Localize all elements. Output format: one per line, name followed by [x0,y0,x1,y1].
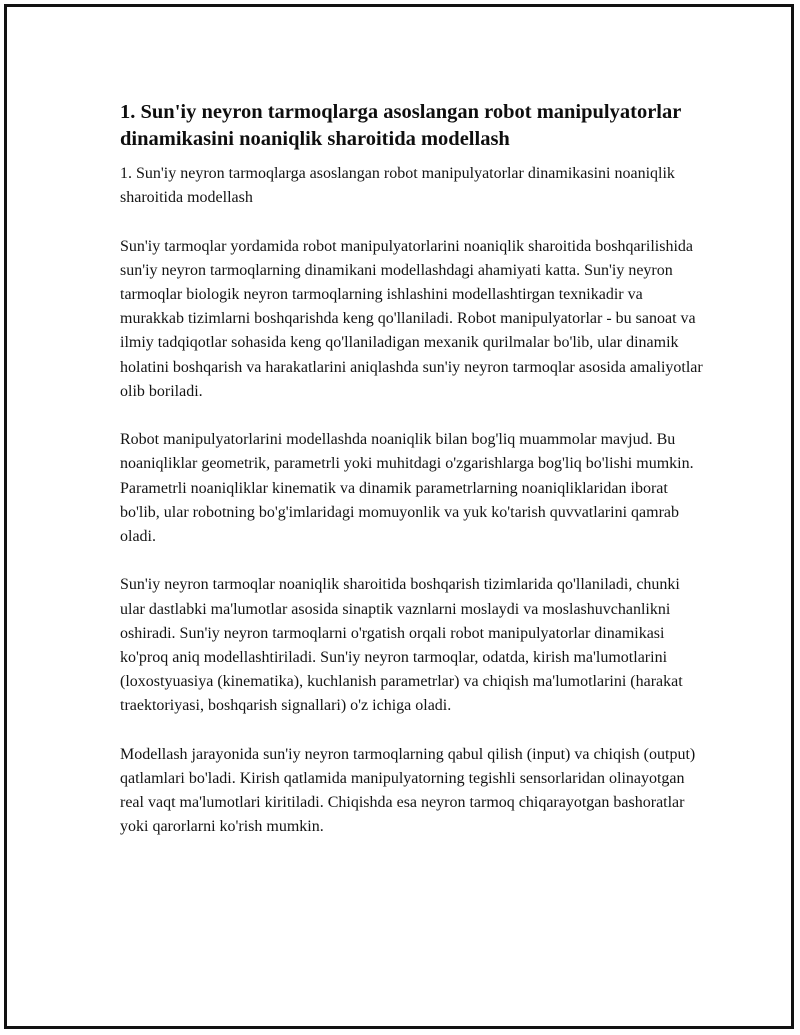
page-frame [4,4,794,1029]
document-title: 1. Sun'iy neyron tarmoqlarga asoslangan robot manipulyatorlar dinamikasini noaniqlik sharoitida modellash [120,101,681,150]
paragraph-heading-repeat: 1. Sun'iy neyron tarmoqlarga asoslangan robot manipulyatorlar dinamikasini noaniqlik sharoitida modellash [120,165,675,207]
paragraph-uncertainty: Robot manipulyatorlarini modellashda noaniqlik bilan bog'liq muammolar mavjud. Bu noaniqliklar geometrik, parametrli yoki muhitdagi o'zgarishlarga bog'liq bo'lishi mumkin. Parametrli noaniqliklar kinematik va dinamik parametrlarning noaniqliklaridan iborat bo'lib, ular robotning bo'g'imlaridagi momuyonlik va yuk ko'tarish quvvatlarini qamrab oladi. [120,431,694,546]
paragraph-control-systems: Sun'iy neyron tarmoqlar noaniqlik sharoitida boshqarish tizimlarida qo'llaniladi, chunki ular dastlabki ma'lumotlar asosida sinaptik vaznlarni moslaydi va moslashuvchanlikni oshiradi. Sun'iy neyron tarmoqlarni o'rgatish orqali robot manipulyatorlar dinamikasi ko'proq aniq modellashtiriladi. Sun'iy neyron tarmoqlar, odatda, kirish ma'lumotlarini (loxostyuasiya (kinematika), kuchlanish parametrlar) va chiqish ma'lumotlarini (harakat traektoriyasi, boshqarish signallari) o'z ichiga oladi. [120,576,683,715]
paragraph-modelling-layers: Modellash jarayonida sun'iy neyron tarmoqlarning qabul qilish (input) va chiqish (output) qatlamlari bo'ladi. Kirish qatlamida manipulyatorning tegishli sensorlaridan olinayotgan real vaqt ma'lumotlari kiritiladi. Chiqishda esa neyron tarmoq chiqarayotgan bashoratlar yoki qarorlarni ko'rish mumkin. [120,745,696,836]
document-body [120,99,705,864]
paragraph-intro: Sun'iy tarmoqlar yordamida robot manipulyatorlarini noaniqlik sharoitida boshqarilishida sun'iy neyron tarmoqlarning dinamikani modellashdagi ahamiyati katta. Sun'iy neyron tarmoqlar biologik neyron tarmoqlarning ishlashini modellashtirgan texnikadir va murakkab tizimlarni boshqarishda keng qo'llaniladi. Robot manipulyatorlar - bu sanoat va ilmiy tadqiqotlar sohasida keng qo'llaniladigan mexanik qurilmalar bo'lib, ular dinamik holatini boshqarish va harakatlarini aniqlashda sun'iy neyron tarmoqlar asosida amaliyotlar olib boriladi. [120,237,703,400]
